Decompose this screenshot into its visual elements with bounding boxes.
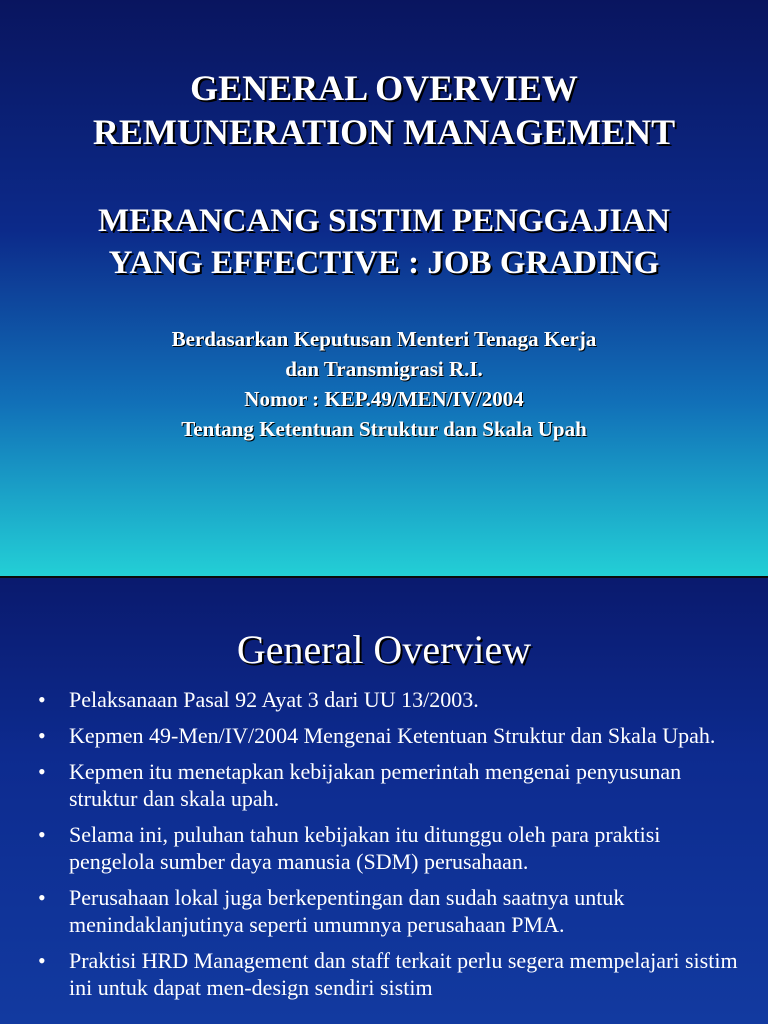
bullet-list [38,686,738,1010]
title-line-1: GENERAL OVERVIEW [190,68,578,108]
list-item: • Kepmen itu menetapkan kebijakan pemerintah mengenai penyusunan struktur dan skala upah. [38,758,738,812]
list-item: • Selama ini, puluhan tahun kebijakan itu ditunggu oleh para praktisi pengelola sumber daya manusia (SDM) perusahaan. [38,821,738,875]
subtitle-line-1: MERANCANG SISTIM PENGGAJIAN [97,203,671,239]
list-item: • Kepmen 49-Men/IV/2004 Mengenai Ketentuan Struktur dan Skala Upah. [38,722,738,749]
list-item: • Pelaksanaan Pasal 92 Ayat 3 dari UU 13/2003. [38,686,738,713]
basis-line-2: dan Transmigrasi R.I. [285,357,483,381]
basis-line-1: Berdasarkan Keputusan Menteri Tenaga Kerja [171,327,597,351]
slide-title [0,66,768,154]
basis-line-3: Nomor : KEP.49/MEN/IV/2004 [244,387,524,411]
list-item: • Praktisi HRD Management dan staff terkait perlu segera mempelajari sistim ini untuk dapat men-design sendiri sistim [38,947,738,1001]
subtitle-line-2: YANG EFFECTIVE : JOB GRADING [108,245,660,281]
slide-subtitle [0,200,768,284]
legal-basis [0,324,768,444]
list-item: • Perusahaan lokal juga berkepentingan dan sudah saatnya untuk menindaklanjutinya seperti umumnya perusahaan PMA. [38,884,738,938]
overview-slide [0,578,768,1024]
title-line-2: REMUNERATION MANAGEMENT [92,112,676,152]
basis-line-4: Tentang Ketentuan Struktur dan Skala Upah [181,417,587,441]
overview-title: General Overview [236,627,532,672]
